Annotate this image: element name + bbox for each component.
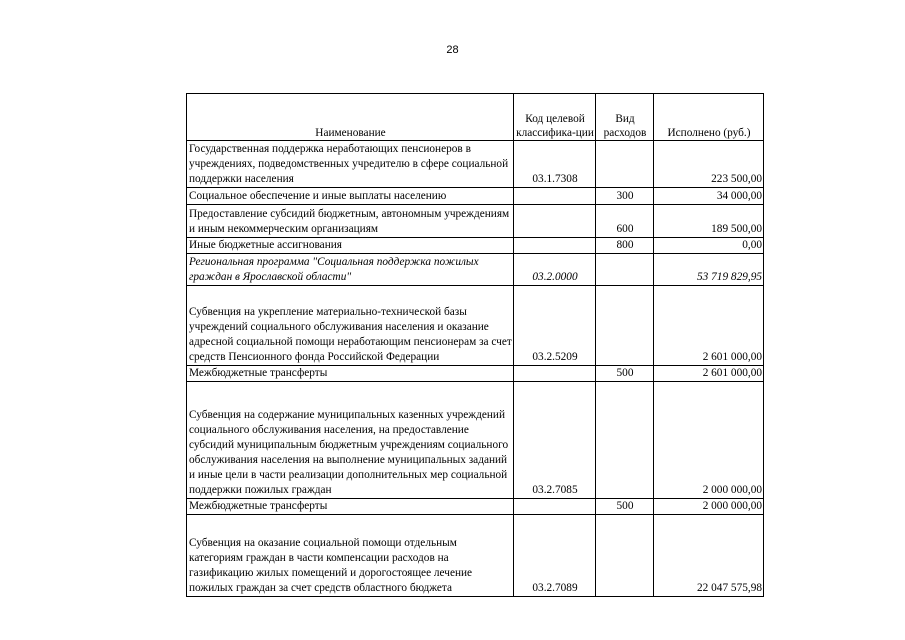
row-name: Субвенция на укрепление материально-технической базы учреждений социального обслуживания населения и оказание адресной социальной помощи неработающим пенсионерам за счет средств Пенсионного фонда Российской Федерации [187, 286, 514, 366]
row-executed: 223 500,00 [654, 141, 764, 188]
row-type: 300 [596, 188, 654, 205]
table-row-program [187, 254, 764, 286]
table-row [187, 382, 764, 499]
row-code [514, 499, 596, 515]
row-code: 03.2.7089 [514, 515, 596, 597]
row-type [596, 515, 654, 597]
table-row [187, 515, 764, 597]
row-name: Иные бюджетные ассигнования [187, 238, 514, 254]
row-name: Субвенция на оказание социальной помощи отдельным категориям граждан в части компенсации расходов на газификацию жилых помещений и дорогостоящее лечение пожилых граждан за счет средств областного бюджета [187, 515, 514, 597]
page-number: 28 [446, 44, 459, 56]
row-executed: 2 000 000,00 [654, 382, 764, 499]
row-type: 800 [596, 238, 654, 254]
table-row [187, 205, 764, 238]
row-type [596, 254, 654, 286]
row-code [514, 366, 596, 382]
row-name: Межбюджетные трансферты [187, 366, 514, 382]
table-row [187, 499, 764, 515]
row-type [596, 382, 654, 499]
row-type: 500 [596, 499, 654, 515]
row-executed: 53 719 829,95 [654, 254, 764, 286]
row-name: Государственная поддержка неработающих пенсионеров в учреждениях, подведомственных учредителю в сфере социальной поддержки населения [187, 141, 514, 188]
row-name: Социальное обеспечение и иные выплаты населению [187, 188, 514, 205]
table-row [187, 238, 764, 254]
header-code: Код целевой классифика-ции [514, 94, 596, 141]
header-executed: Исполнено (руб.) [654, 94, 764, 141]
row-executed: 22 047 575,98 [654, 515, 764, 597]
row-executed: 34 000,00 [654, 188, 764, 205]
row-code [514, 188, 596, 205]
row-code: 03.2.5209 [514, 286, 596, 366]
row-executed: 189 500,00 [654, 205, 764, 238]
header-type: Вид расходов [596, 94, 654, 141]
row-executed: 0,00 [654, 238, 764, 254]
row-name: Межбюджетные трансферты [187, 499, 514, 515]
row-type [596, 286, 654, 366]
row-name: Субвенция на содержание муниципальных казенных учреждений социального обслуживания населения, на предоставление субсидий муниципальным бюджетным учреждениям социального обслуживания населения на выполнение муниципальных заданий и иные цели в части реализации дополнительных мер социальной поддержки пожилых граждан [187, 382, 514, 499]
budget-table [186, 93, 764, 597]
row-type: 500 [596, 366, 654, 382]
row-type [596, 141, 654, 188]
row-code [514, 238, 596, 254]
table-header-row [187, 94, 764, 141]
row-code: 03.1.7308 [514, 141, 596, 188]
table-row [187, 366, 764, 382]
row-type: 600 [596, 205, 654, 238]
row-code [514, 205, 596, 238]
table-row [187, 188, 764, 205]
row-name: Региональная программа "Социальная поддержка пожилых граждан в Ярославской области" [187, 254, 514, 286]
row-executed: 2 601 000,00 [654, 286, 764, 366]
row-executed: 2 000 000,00 [654, 499, 764, 515]
table-row [187, 141, 764, 188]
row-code: 03.2.0000 [514, 254, 596, 286]
row-code: 03.2.7085 [514, 382, 596, 499]
header-name: Наименование [187, 94, 514, 141]
row-name: Предоставление субсидий бюджетным, автономным учреждениям и иным некоммерческим организациям [187, 205, 514, 238]
table-row [187, 286, 764, 366]
row-executed: 2 601 000,00 [654, 366, 764, 382]
